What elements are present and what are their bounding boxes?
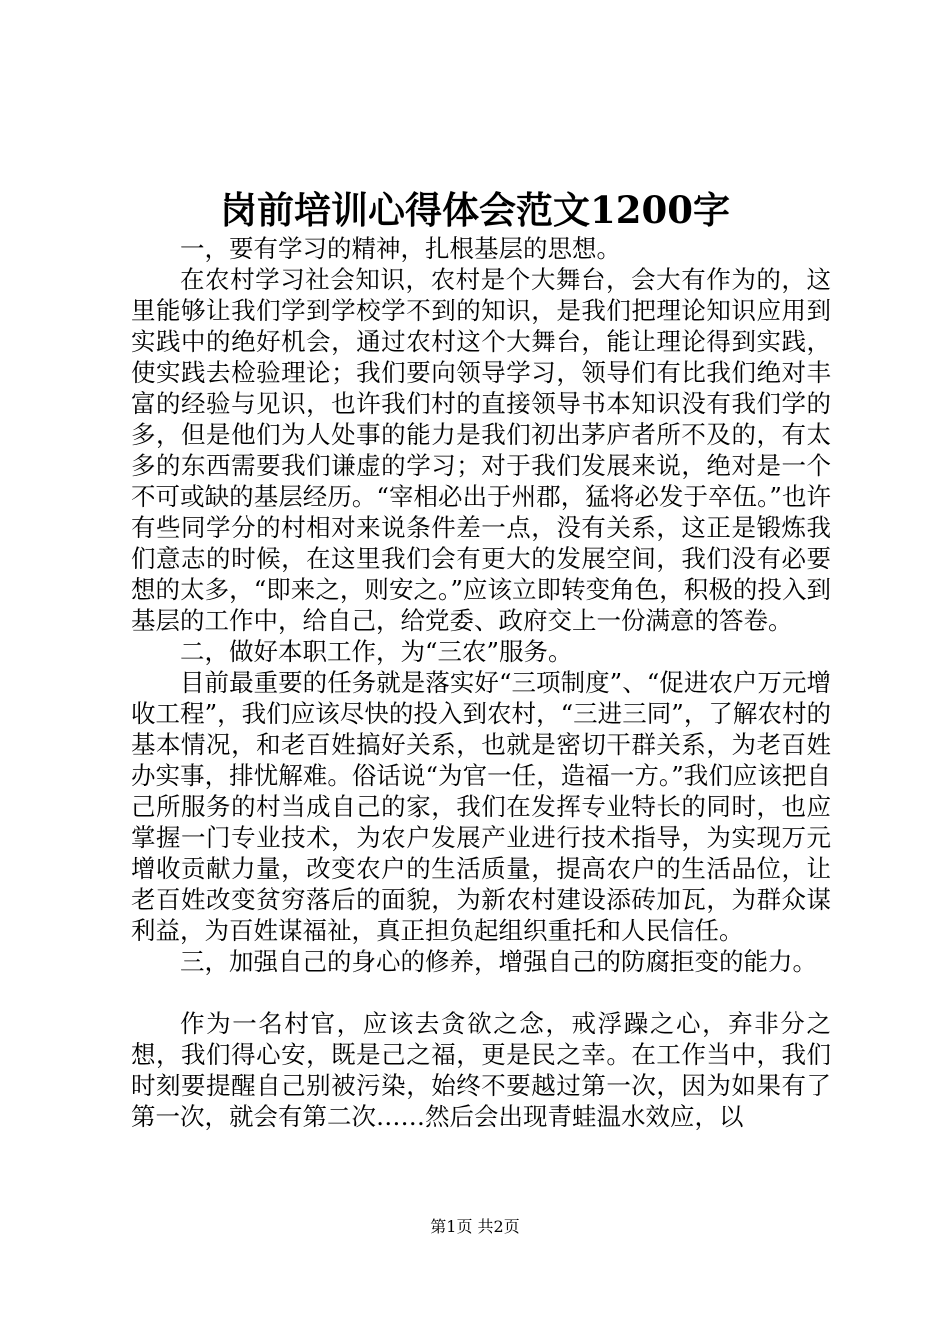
- paragraph-2: 目前最重要的任务就是落实好“三项制度”、“促进农户万元增收工程”，我们应该尽快的投入到农村，“三进三同”，了解农村的基本情况，和老百姓搞好关系，也就是密切干群关系，为老百姓办实事，排忧解难。俗话说“为官一任，造福一方。”我们应该把自己所服务的村当成自己的家，我们在发挥专业特长的同时，也应掌握一门专业技术，为农户发展产业进行技术指导，为实现万元增收贡献力量，改变农户的生活质量，提高农户的生活品位，让老百姓改变贫穷落后的面貌，为新农村建设添砖加瓦，为群众谋利益，为百姓谋福祉，真正担负起组织重托和人民信任。: [131, 668, 831, 945]
- section-heading-2: 二，做好本职工作，为“三农”服务。: [180, 637, 573, 666]
- page-footer: 第1页 共2页: [430, 1217, 520, 1236]
- paragraph-3: 作为一名村官，应该去贪欲之念，戒浮躁之心，弃非分之想，我们得心安，既是己之福，更是民之幸。在工作当中，我们时刻要提醒自己别被污染，始终不要越过第一次，因为如果有了第一次，就会有第二次……然后会出现青蛙温水效应，以: [131, 1009, 831, 1131]
- section-heading-1: 一，要有学习的精神，扎根基层的思想。: [180, 234, 621, 263]
- blank-line: [131, 977, 831, 1008]
- document-title: 岗前培训心得体会范文1200字: [220, 188, 730, 232]
- paragraph-1: 在农村学习社会知识，农村是个大舞台，会大有作为的，这里能够让我们学到学校学不到的知识，是我们把理论知识应用到实践中的绝好机会，通过农村这个大舞台，能让理论得到实践，使实践去检验理论；我们要向领导学习，领导们有比我们绝对丰富的经验与见识，也许我们村的直接领导书本知识没有我们学的多，但是他们为人处事的能力是我们初出茅庐者所不及的，有太多的东西需要我们谦虚的学习；对于我们发展来说，绝对是一个不可或缺的基层经历。“宰相必出于州郡，猛将必发于卒伍。”也许有些同学分的村相对来说条件差一点，没有关系，这正是锻炼我们意志的时候，在这里我们会有更大的发展空间，我们没有必要想的太多，“即来之，则安之。”应该立即转变角色，积极的投入到基层的工作中，给自己，给党委、政府交上一份满意的答卷。: [131, 265, 831, 635]
- document-body: [131, 233, 831, 1132]
- section-heading-3: 三，加强自己的身心的修养，增强自己的防腐拒变的能力。: [180, 947, 817, 976]
